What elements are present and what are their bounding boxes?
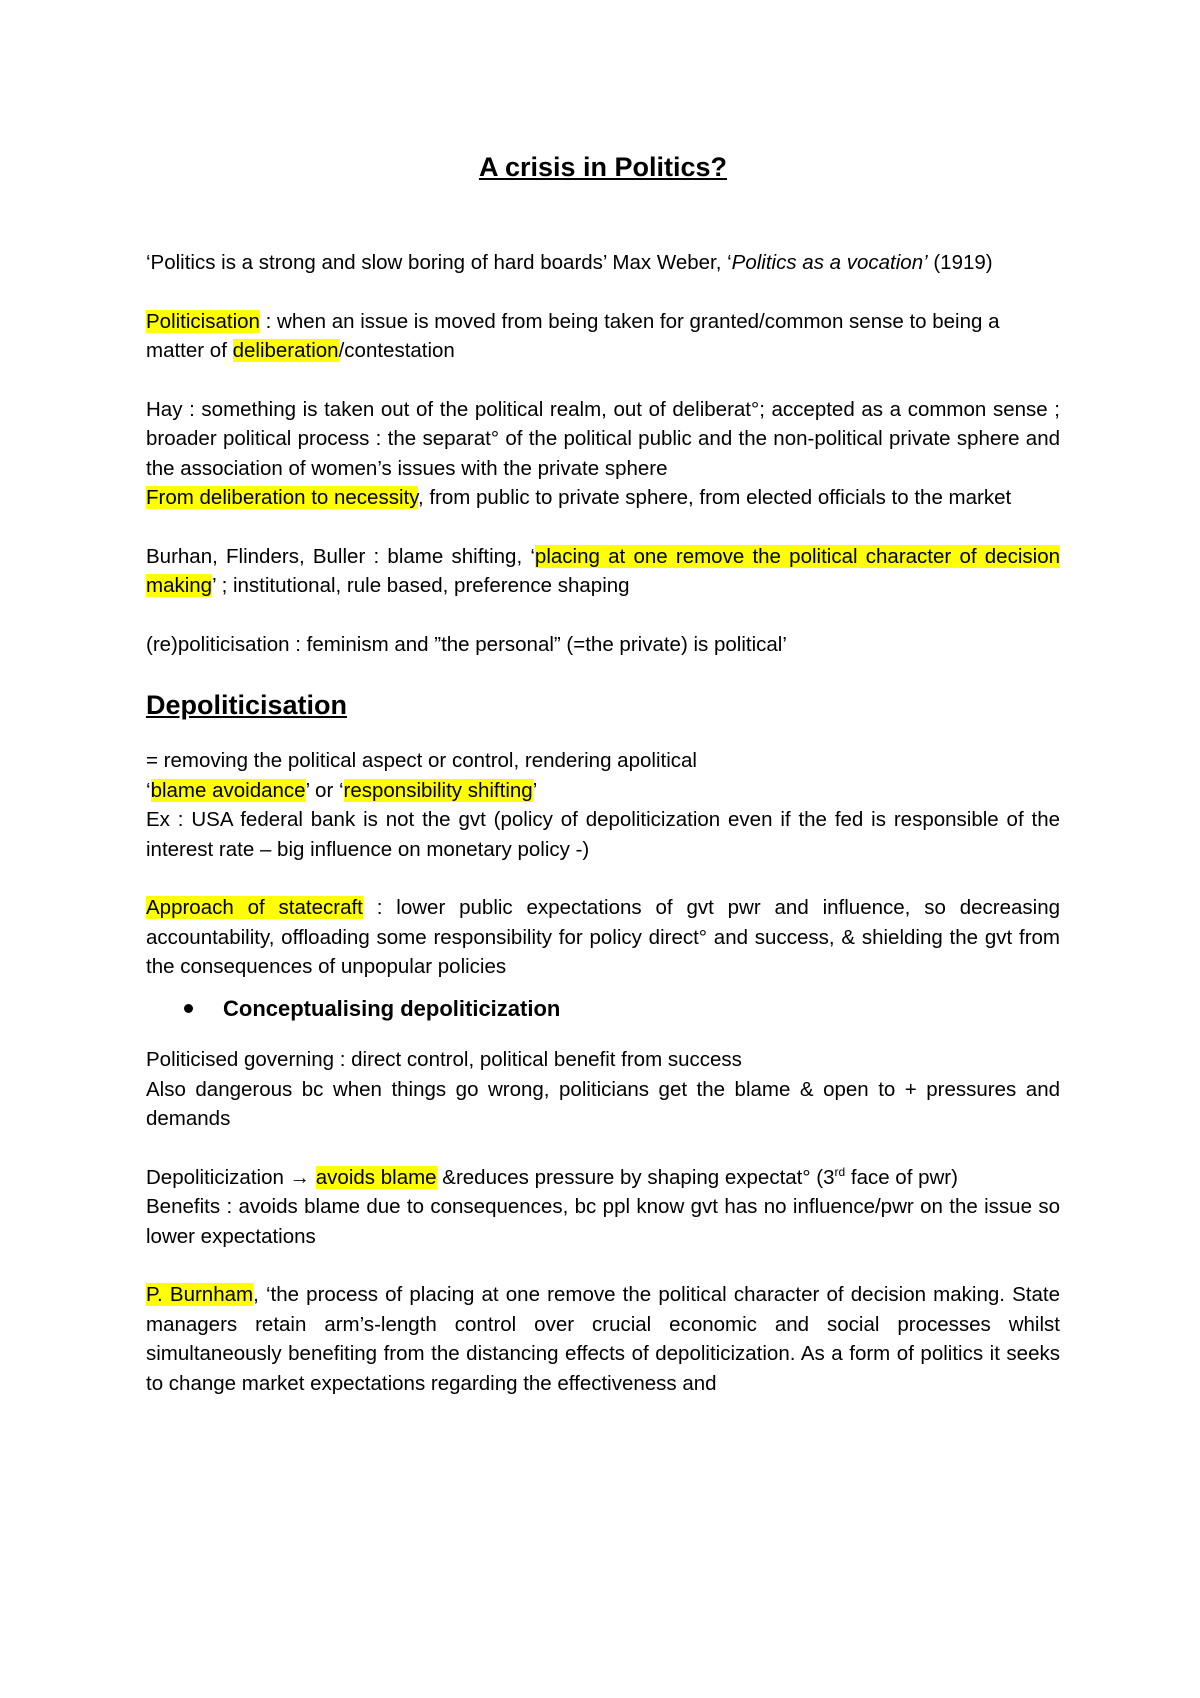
highlight-blame-avoidance: blame avoidance — [150, 778, 306, 802]
bullet-heading: Conceptualising depoliticization — [223, 995, 561, 1021]
repoliticisation-line: (re)politicisation : feminism and ”the personal” (=the private) is political’ — [146, 632, 787, 656]
politicisation-definition: Politicisation : when an issue is moved from being taken for granted/common sense to being a matter of deliberation/contestation — [146, 309, 1000, 362]
hay-summary: From deliberation to necessity, from public to private sphere, from elected officials to the market — [146, 486, 1012, 509]
quote-work-title: Politics as a vocation’ — [731, 251, 928, 274]
highlight-deliberation-necessity: From deliberation to necessity — [146, 486, 418, 509]
depoliticization-blame-line: Depoliticization → avoids blame &reduces pressure by shaping expectat° (3rd face of pwr) — [146, 1164, 958, 1189]
page-title: A crisis in Politics? — [478, 152, 728, 182]
weber-quote: ‘Politics is a strong and slow boring of hard boards’ Max Weber, ‘Politics as a vocation’ (1919) — [146, 251, 993, 274]
dangerous-line: Also dangerous bc when things go wrong, politicians get the blame & open to + pressures and demands — [146, 1077, 1060, 1130]
section-heading-depoliticisation: Depoliticisation — [146, 690, 348, 720]
depoliticisation-definition: = removing the political aspect or control, rendering apolitical — [146, 749, 697, 772]
highlight-deliberation: deliberation — [232, 339, 339, 362]
arrow-right-icon: → — [289, 1165, 316, 1189]
highlight-p-burnham: P. Burnham — [146, 1283, 254, 1306]
example-fed-bank: Ex : USA federal bank is not the gvt (policy of depoliticization even if the fed is responsible of the interest rate – big influence on monetary policy -) — [146, 808, 1060, 861]
burnham-paragraph: P. Burnham, ‘the process of placing at one remove the political character of decision making. State managers retain arm’s-length control over crucial economic and social processes whilst simultaneously benefiting from the distancing effects of depoliticization. As a form of politics it seeks to change market expectations regarding the effectiveness and — [146, 1283, 1060, 1395]
blame-avoidance-line: ‘blame avoidance’ or ‘responsibility shifting’ — [146, 778, 538, 802]
document-body — [146, 150, 1060, 1398]
bullet-conceptualising — [146, 994, 1060, 1024]
bullet-dot-icon — [184, 1004, 193, 1013]
statecraft-paragraph: Approach of statecraft : lower public expectations of gvt pwr and influence, so decreasing accountability, offloading some responsibility for policy direct° and success, & shielding the gvt from the consequences of unpopular policies — [146, 896, 1060, 978]
highlight-responsibility-shifting: responsibility shifting — [343, 778, 533, 802]
highlight-placing-at-one-remove: placing at one remove the political character of decision making — [146, 544, 1060, 597]
highlight-politicisation: Politicisation — [146, 309, 260, 333]
burhan-paragraph: Burhan, Flinders, Buller : blame shifting, ‘placing at one remove the political character of decision making’ ; institutional, rule based, preference shaping — [146, 544, 1060, 597]
benefits-line: Benefits : avoids blame due to consequences, bc ppl know gvt has no influence/pwr on the issue so lower expectations — [146, 1195, 1060, 1248]
highlight-avoids-blame: avoids blame — [315, 1165, 437, 1189]
hay-paragraph: Hay : something is taken out of the political realm, out of deliberat°; accepted as a common sense ; broader political process : the separat° of the political public and the non-political private sphere and the association of women’s issues with the private sphere — [146, 397, 1060, 480]
politicised-governing-line: Politicised governing : direct control, political benefit from success — [146, 1048, 742, 1071]
highlight-approach-of-statecraft: Approach of statecraft — [146, 896, 363, 919]
